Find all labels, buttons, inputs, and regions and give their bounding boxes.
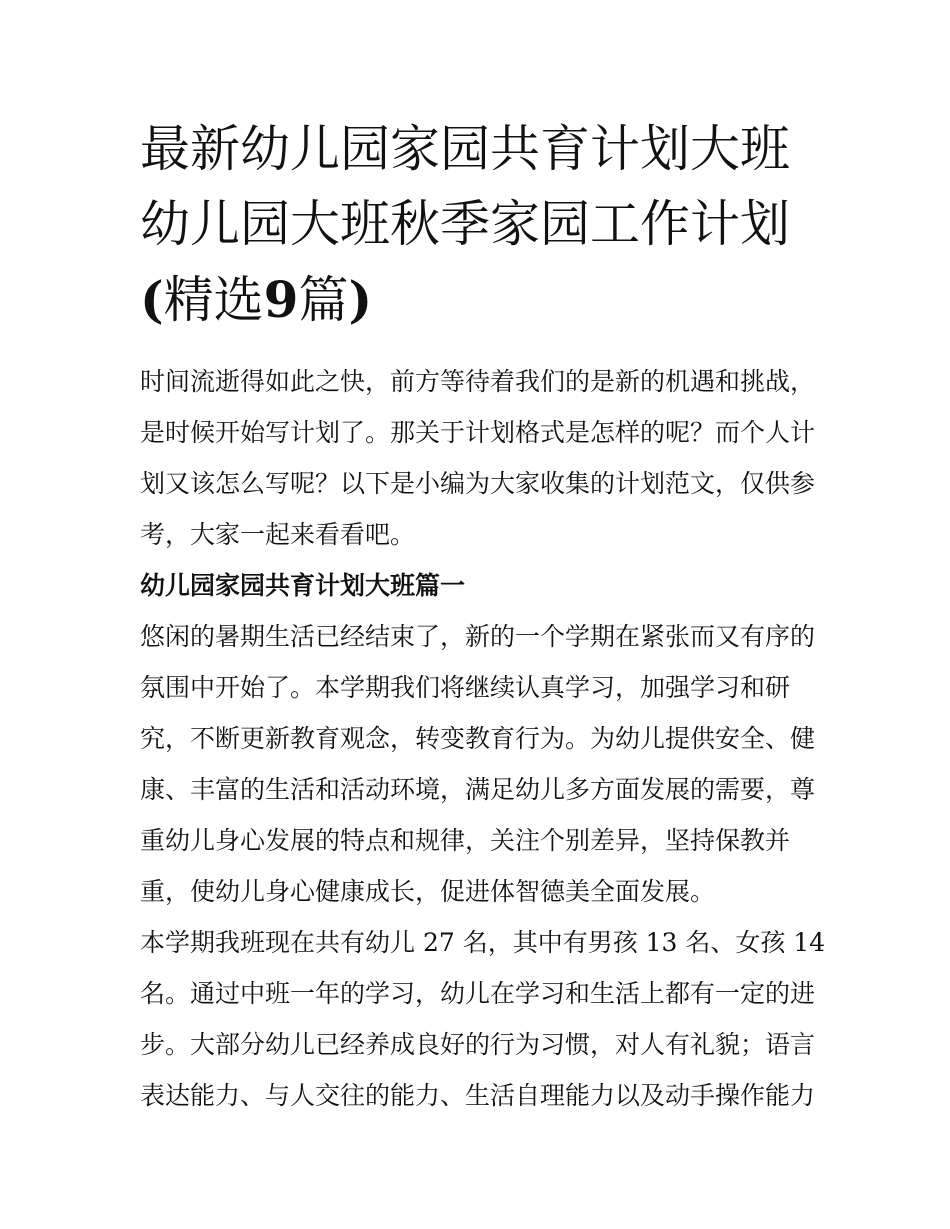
body-line: 重，使幼儿身心健康成长，促进体智德美全面发展。 [140, 877, 716, 906]
body-paragraph-1 [140, 611, 820, 917]
body-line: 氛围中开始了。本学期我们将继续认真学习，加强学习和研 [140, 673, 791, 702]
title-line-1: 最新幼儿园家园共育计划大班 [140, 120, 790, 178]
body-line: 悠闲的暑期生活已经结束了，新的一个学期在紧张而又有序的 [140, 622, 816, 651]
intro-line: 时间流逝得如此之快，前方等待着我们的是新的机遇和挑战， [140, 367, 816, 396]
body-line: 名。通过中班一年的学习，幼儿在学习和生活上都有一定的进 [140, 979, 816, 1008]
title-count: 9 [263, 270, 299, 329]
intro-line: 划又该怎么写呢？以下是小编为大家收集的计划范文，仅供参 [140, 469, 816, 498]
title-line-2: 幼儿园大班秋季家园工作计划 [140, 195, 790, 253]
title-open-paren: ( [140, 270, 164, 329]
intro-paragraph [140, 356, 820, 560]
body-line: 本学期我班现在共有幼儿 27 名，其中有男孩 13 名、女孩 14 [140, 928, 826, 957]
body-line: 康、丰富的生活和活动环境，满足幼儿多方面发展的需要，尊 [140, 775, 816, 804]
document-page [140, 112, 826, 1121]
intro-line: 是时候开始写计划了。那关于计划格式是怎样的呢？而个人计 [140, 418, 816, 447]
section-heading: 幼儿园家园共育计划大班篇一 [140, 571, 466, 600]
title-unit-word: 篇 [298, 271, 349, 329]
body-line: 表达能力、与人交往的能力、生活自理能力以及动手操作能力 [140, 1081, 816, 1110]
document-title [140, 112, 820, 338]
title-line-3 [140, 262, 820, 338]
body-paragraph-2 [140, 917, 826, 1121]
title-selected-word: 精选 [163, 271, 264, 329]
body-line: 步。大部分幼儿已经养成良好的行为习惯，对人有礼貌；语言 [140, 1030, 816, 1059]
body-line: 重幼儿身心发展的特点和规律，关注个别差异，坚持保教并 [140, 826, 791, 855]
intro-line: 考，大家一起来看看吧。 [140, 520, 416, 549]
body-line: 究，不断更新教育观念，转变教育行为。为幼儿提供安全、健 [140, 724, 816, 753]
title-close-paren: ) [348, 270, 373, 329]
